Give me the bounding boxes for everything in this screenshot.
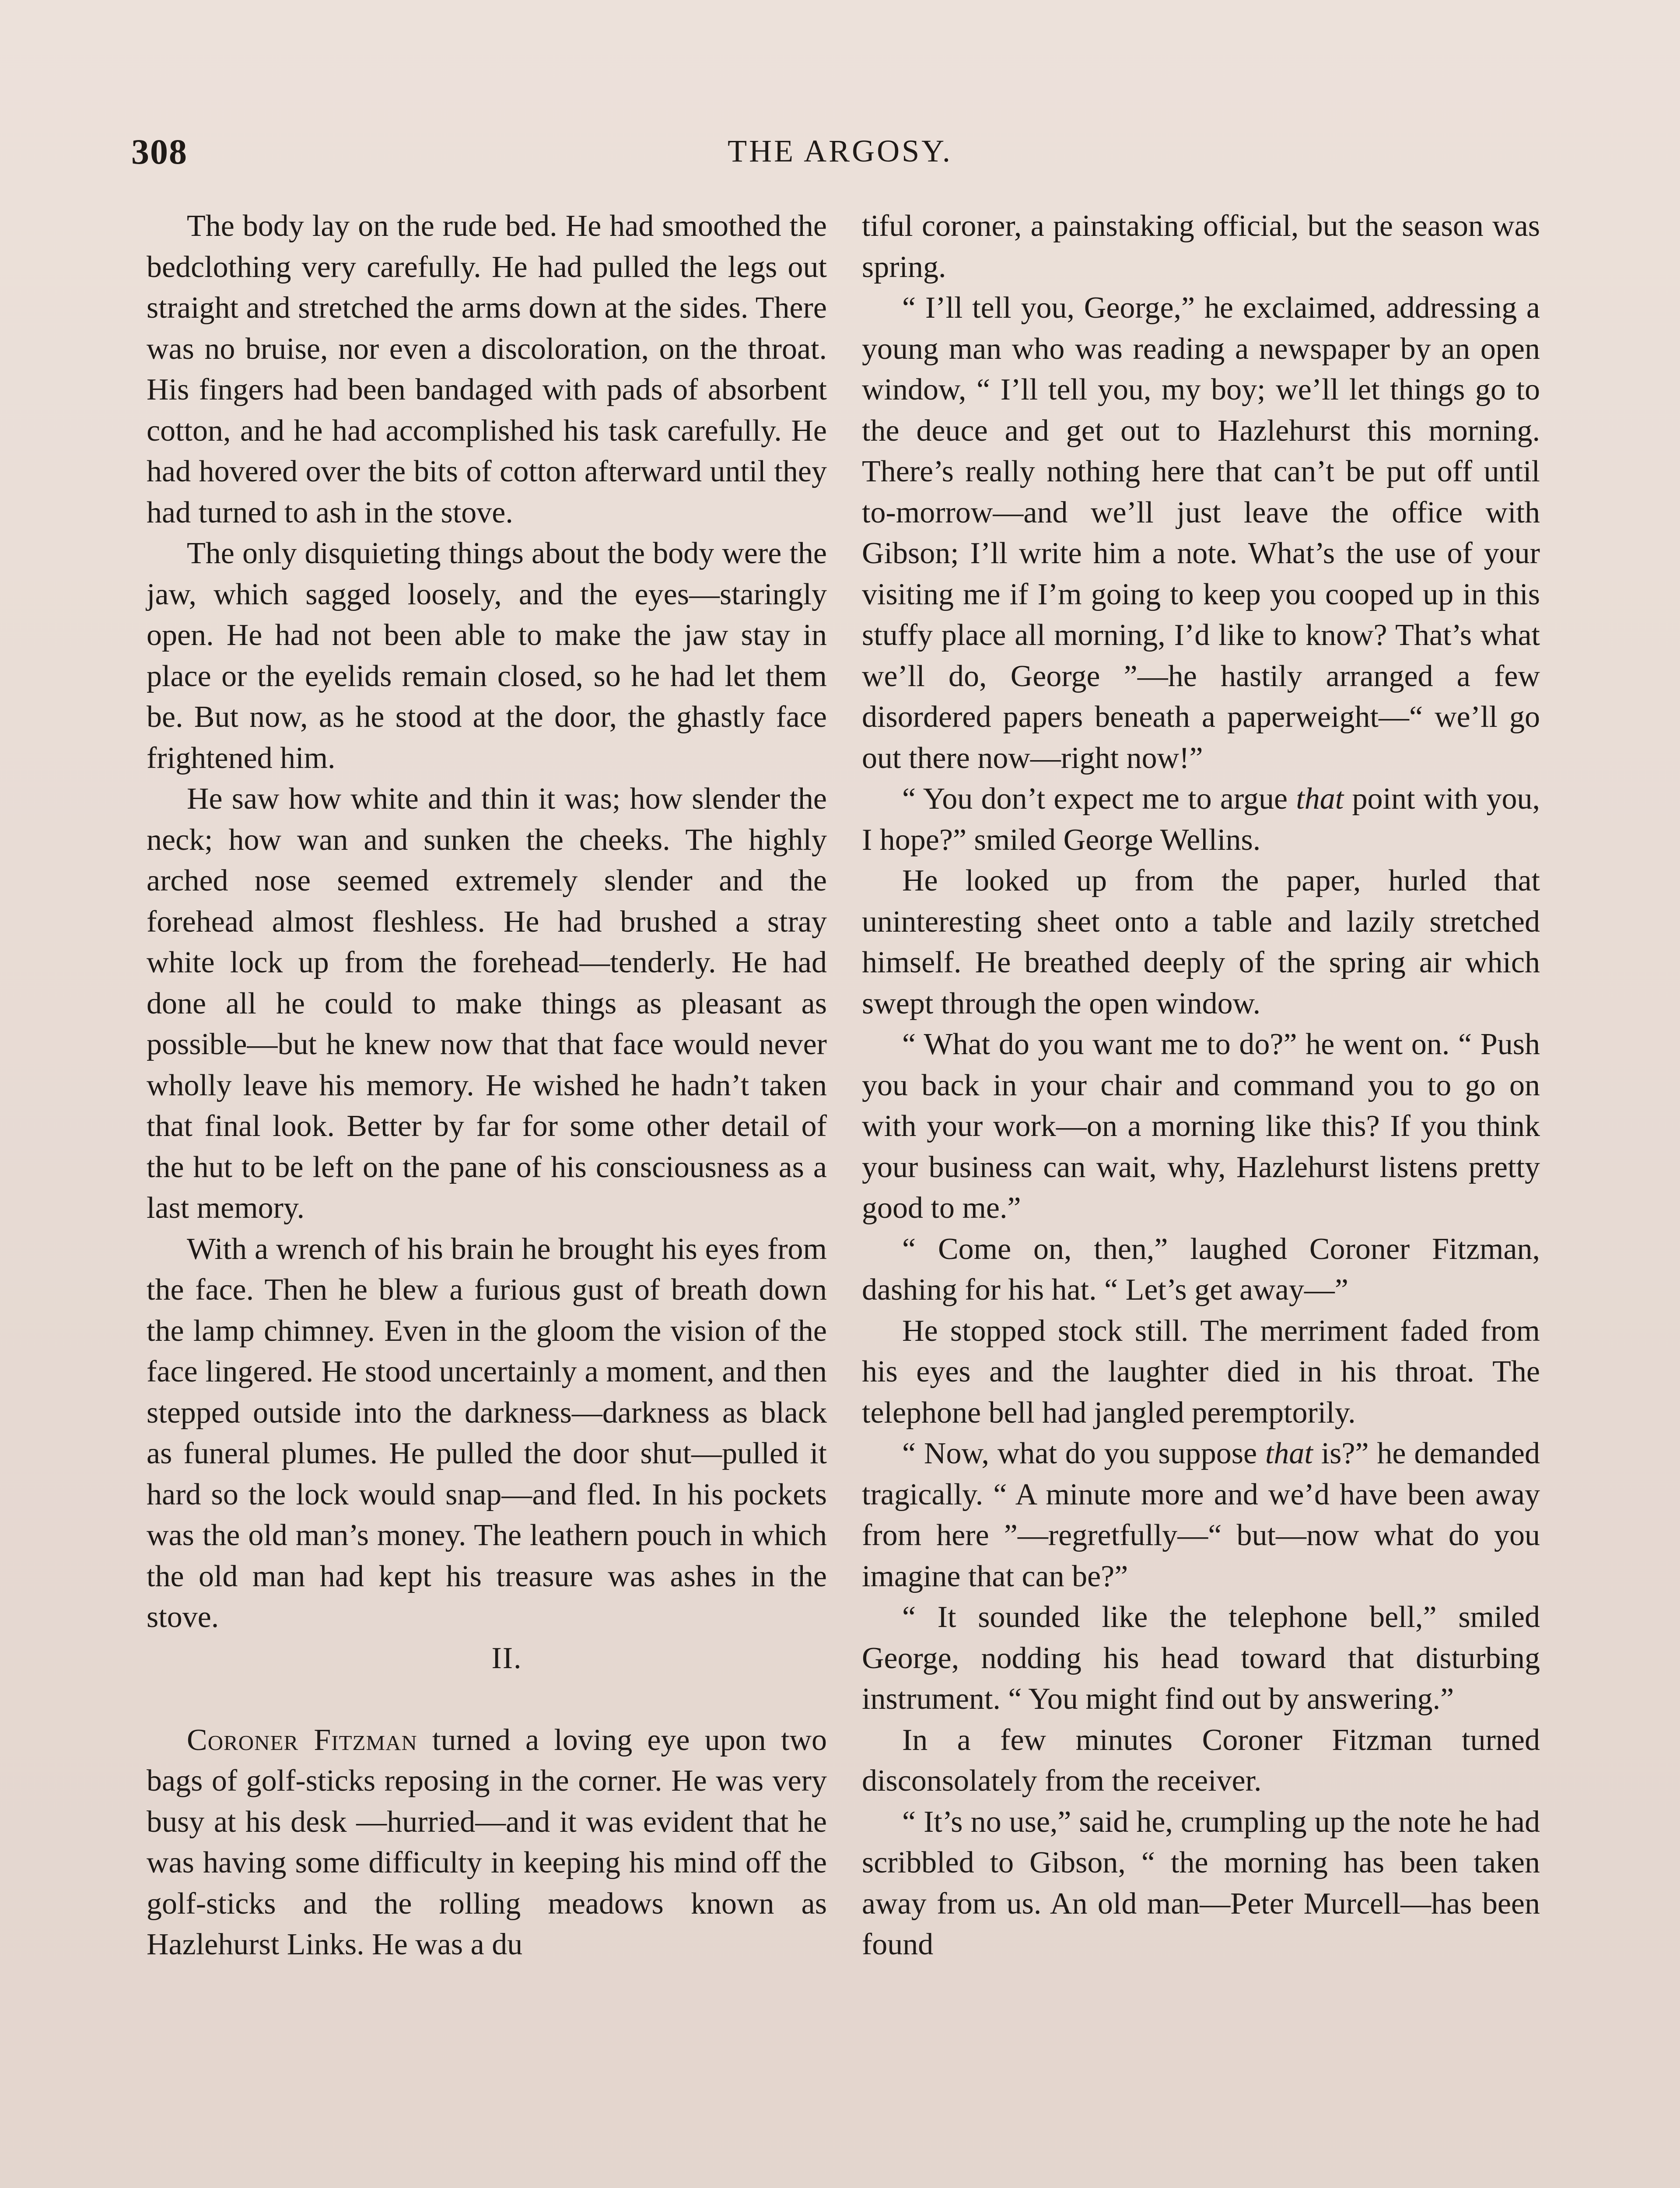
paragraph xyxy=(862,1433,1540,1597)
paragraph xyxy=(147,1720,827,1965)
paragraph: “ It’s no use,” said he, crumpling up the note he had scribbled to Gibson, “ the morning has been taken away from us. An old man—Peter Murcell—has been found xyxy=(862,1805,1540,1961)
paragraph: “ Come on, then,” laughed Coroner Fitzman, dashing for his hat. “ Let’s get away—” xyxy=(862,1232,1540,1307)
paragraph-text: is?” he demanded tragically. “ A minute more and we’d have been away from here ”—regretfully—“ but—now what do you imagine that can be?” xyxy=(862,1437,1540,1593)
paragraph xyxy=(862,778,1540,860)
paragraph: The only disquieting things about the body were the jaw, which sagged loosely, and the eyes—staringly open. He had not been able to make the jaw stay in place or the eyelids remain closed, so he had let them be. But now, as he stood at the door, the ghastly face frightened him. xyxy=(147,536,827,775)
right-column xyxy=(862,206,1540,1965)
paragraph-text: point with you, I hope?” smiled George Wellins. xyxy=(862,782,1540,857)
paragraph: With a wrench of his brain he brought his eyes from the face. Then he blew a furious gust of breath down the lamp chimney. Even in the gloom the vision of the face lingered. He stood uncertainly a moment, and then stepped outside into the darkness—darkness as black as funeral plumes. He pulled the door shut—pulled it hard so the lock would snap—and fled. In his pockets was the old man’s money. The leathern pouch in which the old man had kept his treasure was ashes in the stove. xyxy=(147,1232,827,1634)
paragraph: In a few minutes Coroner Fitzman turned disconsolately from the receiver. xyxy=(862,1723,1540,1798)
paragraph-continuation: tiful coroner, a painstaking official, but the season was spring. xyxy=(862,209,1540,284)
paragraph: “ It sounded like the telephone bell,” smiled George, nodding his head toward that disturbing instrument. “ You might find out by answering.” xyxy=(862,1600,1540,1716)
paragraph-text: turned a loving eye upon two bags of golf-sticks reposing in the corner. He was very busy at his desk —hurried—and it was evident that he was having some difficulty in keeping his mind off the golf-sticks and the rolling meadows known as Hazlehurst Links. He was a du xyxy=(147,1723,827,1961)
paragraph: He looked up from the paper, hurled that uninteresting sheet onto a table and lazily stretched himself. He breathed deeply of the spring air which swept through the open window. xyxy=(862,864,1540,1020)
coroner-name-smallcaps: Coroner Fitzman xyxy=(187,1723,417,1757)
running-title: THE ARGOSY. xyxy=(728,133,952,168)
section-heading: II. xyxy=(491,1641,522,1675)
paragraph: He stopped stock still. The merriment faded from his eyes and the laughter died in his throat. The telephone bell had jangled peremptorily. xyxy=(862,1314,1540,1430)
italic-word: that xyxy=(1265,1437,1313,1470)
paragraph-text: “ Now, what do you suppose xyxy=(902,1437,1265,1470)
paragraph: He saw how white and thin it was; how slender the neck; how wan and sunken the cheeks. The highly arched nose seemed extremely slender and the forehead almost fleshless. He had brushed a stray white lock up from the forehead—tenderly. He had done all he could to make things as pleasant as possible—but he knew now that that face would never wholly leave his memory. He wished he hadn’t taken that final look. Better by far for some other detail of the hut to be left on the pane of his consciousness as a last memory. xyxy=(147,782,827,1225)
italic-word: that xyxy=(1296,782,1344,816)
paragraph: “ I’ll tell you, George,” he exclaimed, addressing a young man who was reading a newspaper by an open window, “ I’ll tell you, my boy; we’ll let things go to the deuce and get out to Hazlehurst this morning. There’s really nothing here that can’t be put off until to-morrow—and we’ll just leave the office with Gibson; I’ll write him a note. What’s the use of your visiting me if I’m going to keep you cooped up in this stuffy place all morning, I’d like to know? That’s what we’ll do, George ”—he hastily arranged a few disordered papers beneath a paperweight—“ we’ll go out there now—right now!” xyxy=(862,291,1540,775)
paragraph: “ What do you want me to do?” he went on. “ Push you back in your chair and command you to go on with your work—on a morning like this? If you think your business can wait, why, Hazlehurst listens pretty good to me.” xyxy=(862,1027,1540,1225)
paragraph: The body lay on the rude bed. He had smoothed the bedclothing very carefully. He had pulled the legs out straight and stretched the arms down at the sides. There was no bruise, nor even a discoloration, on the throat. His fingers had been bandaged with pads of absorbent cotton, and he had accomplished his task carefully. He had hovered over the bits of cotton afterward until they had turned to ash in the stove. xyxy=(147,209,827,529)
left-column xyxy=(147,206,827,1965)
page-header xyxy=(131,131,1549,179)
paragraph-text: “ You don’t expect me to argue xyxy=(902,782,1296,816)
page-number: 308 xyxy=(131,132,188,172)
